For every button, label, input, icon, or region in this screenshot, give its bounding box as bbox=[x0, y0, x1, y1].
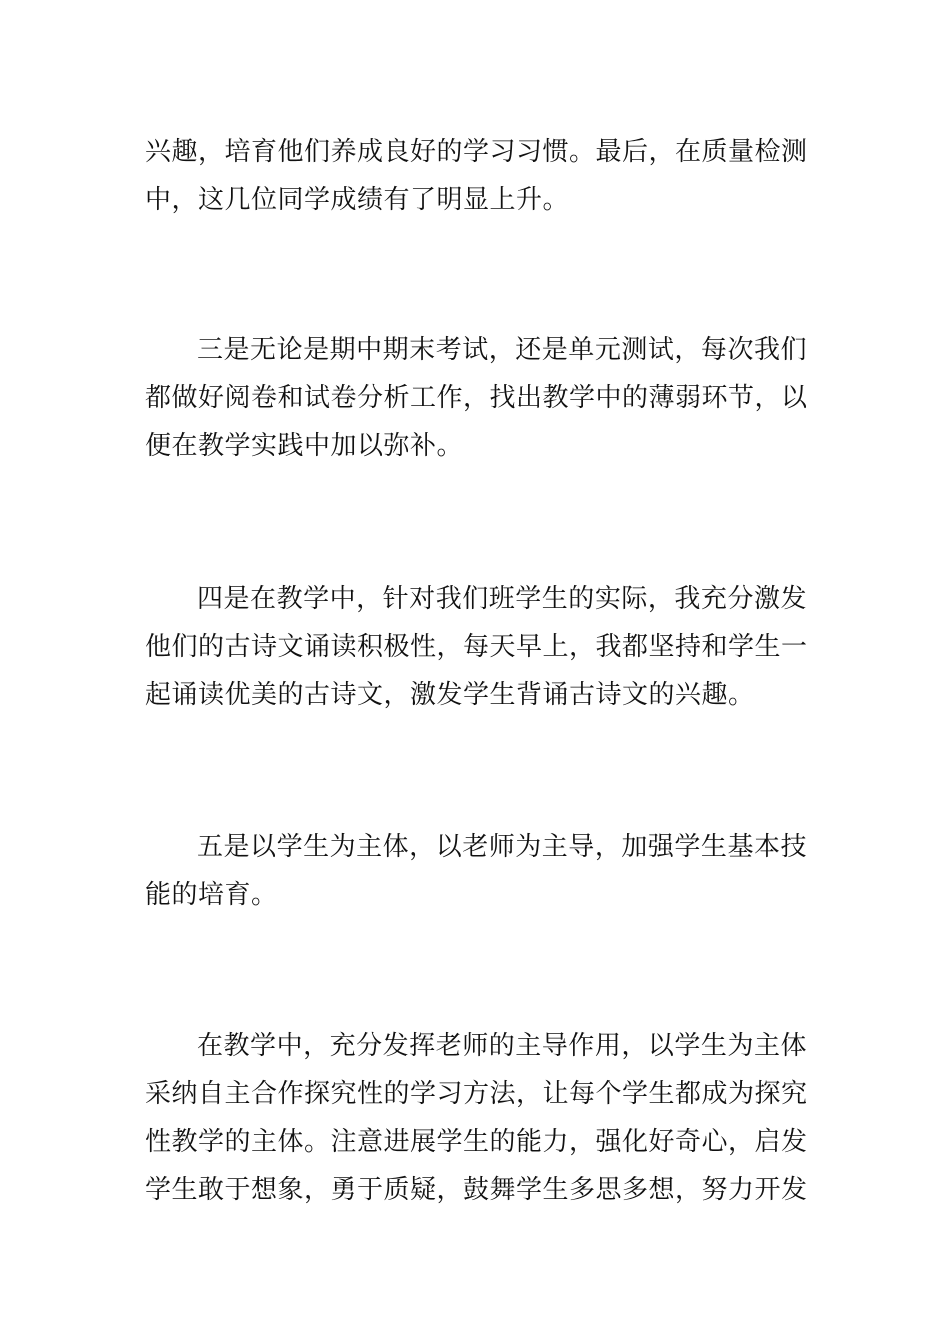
paragraph-4 bbox=[145, 823, 807, 919]
paragraph-line: 在教学中，充分发挥老师的主导作用，以学生为主体 bbox=[197, 1031, 807, 1061]
paragraph-line: 能的培育。 bbox=[145, 880, 278, 910]
paragraph-line: 性教学的主体。注意进展学生的能力，强化好奇心，启发 bbox=[145, 1127, 808, 1157]
paragraph-line: 他们的古诗文诵读积极性，每天早上，我都坚持和学生一 bbox=[145, 632, 808, 662]
paragraph-line: 便在教学实践中加以弥补。 bbox=[145, 431, 464, 461]
paragraph-1 bbox=[145, 128, 807, 224]
paragraph-line: 五是以学生为主体，以老师为主导，加强学生基本技 bbox=[197, 832, 807, 862]
paragraph-2 bbox=[145, 326, 807, 470]
paragraph-line: 都做好阅卷和试卷分析工作，找出教学中的薄弱环节，以 bbox=[145, 383, 808, 413]
paragraph-line: 兴趣，培育他们养成良好的学习习惯。最后，在质量检测 bbox=[145, 137, 808, 167]
paragraph-5 bbox=[145, 1022, 807, 1214]
paragraph-line: 学生敢于想象，勇于质疑，鼓舞学生多思多想，努力开发 bbox=[145, 1175, 808, 1205]
paragraph-line: 四是在教学中，针对我们班学生的实际，我充分激发 bbox=[197, 584, 807, 614]
paragraph-line: 采纳自主合作探究性的学习方法，让每个学生都成为探究 bbox=[145, 1079, 808, 1109]
paragraph-line: 中，这几位同学成绩有了明显上升。 bbox=[145, 185, 570, 215]
paragraph-3 bbox=[145, 575, 807, 719]
paragraph-line: 三是无论是期中期末考试，还是单元测试，每次我们 bbox=[197, 335, 807, 365]
paragraph-line: 起诵读优美的古诗文，激发学生背诵古诗文的兴趣。 bbox=[145, 680, 755, 710]
